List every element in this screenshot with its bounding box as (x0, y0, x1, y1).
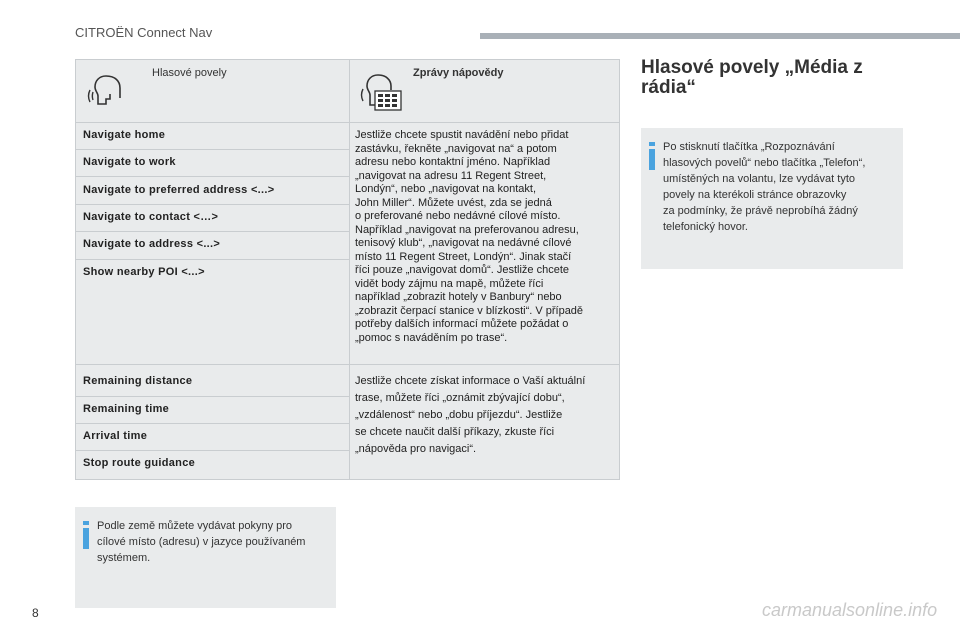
page-number: 8 (32, 606, 39, 620)
row-divider (76, 204, 349, 205)
column-divider (349, 60, 350, 479)
info-icon (649, 142, 655, 170)
header-help-messages: Zprávy nápovědy (413, 67, 504, 79)
row-divider (76, 259, 349, 260)
command-row: Show nearby POI <...> (83, 266, 205, 278)
command-row: Navigate to preferred address <...> (83, 184, 275, 196)
section-title: Hlasové povely „Média z rádia“ (641, 57, 863, 98)
header-voice-commands: Hlasové povely (152, 67, 227, 79)
voice-commands-table (75, 59, 620, 480)
info-note-right (641, 128, 903, 269)
info-note-left (75, 507, 336, 608)
voice-help-icon (360, 72, 404, 112)
command-row: Navigate to address <...> (83, 238, 221, 250)
command-row: Remaining distance (83, 375, 193, 387)
command-row: Navigate to work (83, 156, 176, 168)
note-text: Podle země můžete vydávat pokyny pro cílové místo (adresu) v jazyce používaném systémem. (97, 520, 306, 564)
help-text-navigation: Jestliže chcete spustit navádění nebo přidat zastávku, řekněte „navigovat na“ a potom adresu nebo kontaktní jméno. Například „navigovat na adresu 11 Regent Street, Londýn“, nebo „navigovat na kontakt, John Miller“. Můžete uvést, zda se jedná o preferované nebo nedávné cílové místo. Například „navigovat na preferovanou adresu, tenisový klub“, „navigovat na nedávné cílové místo 11 Regent Street, Londýn“. Jinak stačí říci pouze „navigovat domů“. Jestliže chcete vidět body zájmu na mapě, můžete říci například „zobrazit hotely v Banbury“ nebo „zobrazit čerpací stanice v blízkosti“. V případě potřeby dalších informací můžete požádat o „pomoc s naváděním po trase“. (355, 129, 584, 344)
command-row: Stop route guidance (83, 457, 196, 469)
row-divider (76, 423, 349, 424)
row-divider (76, 231, 349, 232)
voice-command-icon (86, 72, 126, 108)
table-header (76, 60, 619, 123)
group-divider (76, 364, 619, 365)
watermark-logo: carmanualsonline.info (762, 600, 938, 620)
info-icon (83, 521, 89, 549)
header-title: CITROËN Connect Nav (75, 25, 213, 40)
command-row: Arrival time (83, 430, 148, 442)
command-row: Navigate home (83, 129, 166, 141)
command-row: Remaining time (83, 403, 170, 415)
row-divider (76, 396, 349, 397)
command-row: Navigate to contact <…> (83, 211, 219, 223)
note-text: Po stisknutí tlačítka „Rozpoznávání hlasových povelů“ nebo tlačítka „Telefon“, umístěných na volantu, lze vydávat tyto povely na kterékoli stránce obrazovky za podmínky, že právě neprobíhá žádný telefonický hovor. (663, 141, 866, 233)
row-divider (76, 149, 349, 150)
row-divider (76, 176, 349, 177)
row-divider (76, 450, 349, 451)
help-text-route: Jestliže chcete získat informace o Vaší aktuální trase, můžete říci „oznámit zbývající dobu“, „vzdálenost“ nebo „dobu příjezdu“. Jestliže se chcete naučit další příkazy, zkuste říci „nápověda pro navigaci“. (355, 375, 586, 455)
header-bar (480, 33, 960, 39)
